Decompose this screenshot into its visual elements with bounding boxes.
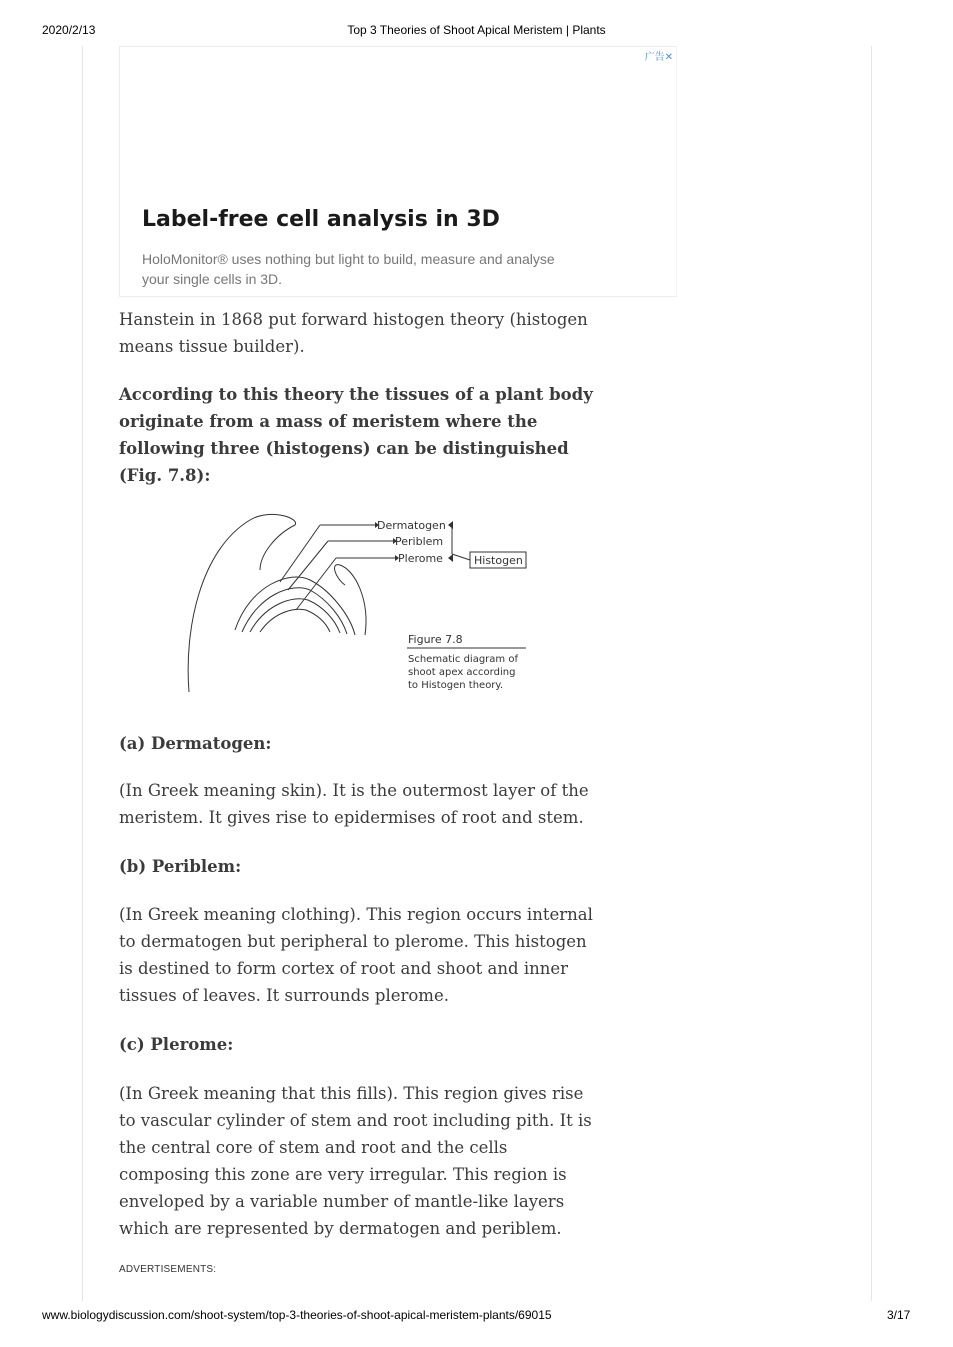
- section-body-plerome: (In Greek meaning that this fills). This region gives rise to vascular cylinder of stem and root including pith. It is the central core of stem and root and the cells composing this zone are very irregular. This region is enveloped by a variable number of mantle-like layers which are represented by dermatogen and periblem.: [119, 1084, 592, 1238]
- label-plerome: Plerome: [398, 552, 443, 565]
- ad-body-text: HoloMonitor® uses nothing but light to build, measure and analyse your single cells in 3D.: [142, 251, 555, 287]
- section-heading-plerome: (c) Plerome:: [119, 1035, 234, 1054]
- figure-number: Figure 7.8: [408, 633, 463, 646]
- figure-caption-line-1: Schematic diagram of: [408, 654, 518, 665]
- content-border-left: [82, 46, 83, 1301]
- ad-headline[interactable]: Label-free cell analysis in 3D: [142, 207, 500, 232]
- label-histogen: Histogen: [474, 554, 523, 567]
- label-dermatogen: Dermatogen: [377, 519, 446, 532]
- section-heading-dermatogen: (a) Dermatogen:: [119, 734, 272, 753]
- section-body-dermatogen: (In Greek meaning skin). It is the outermost layer of the meristem. It gives rise to epidermises of root and stem.: [119, 781, 589, 827]
- intro-paragraph: Hanstein in 1868 put forward histogen theory (histogen means tissue builder).: [119, 310, 588, 356]
- ad-banner[interactable]: [119, 46, 677, 297]
- label-periblem: Periblem: [395, 535, 444, 548]
- histogen-figure: [180, 510, 540, 710]
- figure-caption-line-2: shoot apex according: [408, 667, 516, 678]
- print-page-number: 3/17: [887, 1308, 911, 1322]
- shoot-apex-diagram: [180, 510, 540, 710]
- section-body-periblem: (In Greek meaning clothing). This region occurs internal to dermatogen but peripheral to plerome. This histogen is destined to form cortex of root and shoot and inner tissues of leaves. It surrounds plerome.: [119, 905, 593, 1005]
- ad-close-icon[interactable]: 广告✕: [644, 52, 673, 63]
- figure-caption-line-3: to Histogen theory.: [408, 680, 504, 691]
- content-border-right: [871, 46, 872, 1301]
- print-footer-url: www.biologydiscussion.com/shoot-system/top-3-theories-of-shoot-apical-meristem-plants/69015: [42, 1308, 552, 1322]
- advertisements-label: ADVERTISEMENTS:: [119, 1264, 217, 1275]
- section-heading-periblem: (b) Periblem:: [119, 857, 242, 876]
- print-page-title: Top 3 Theories of Shoot Apical Meristem | Plants: [347, 23, 606, 37]
- print-date: 2020/2/13: [42, 23, 96, 37]
- lead-paragraph: According to this theory the tissues of a plant body originate from a mass of meristem where the following three (histogens) can be distinguished (Fig. 7.8):: [119, 385, 593, 485]
